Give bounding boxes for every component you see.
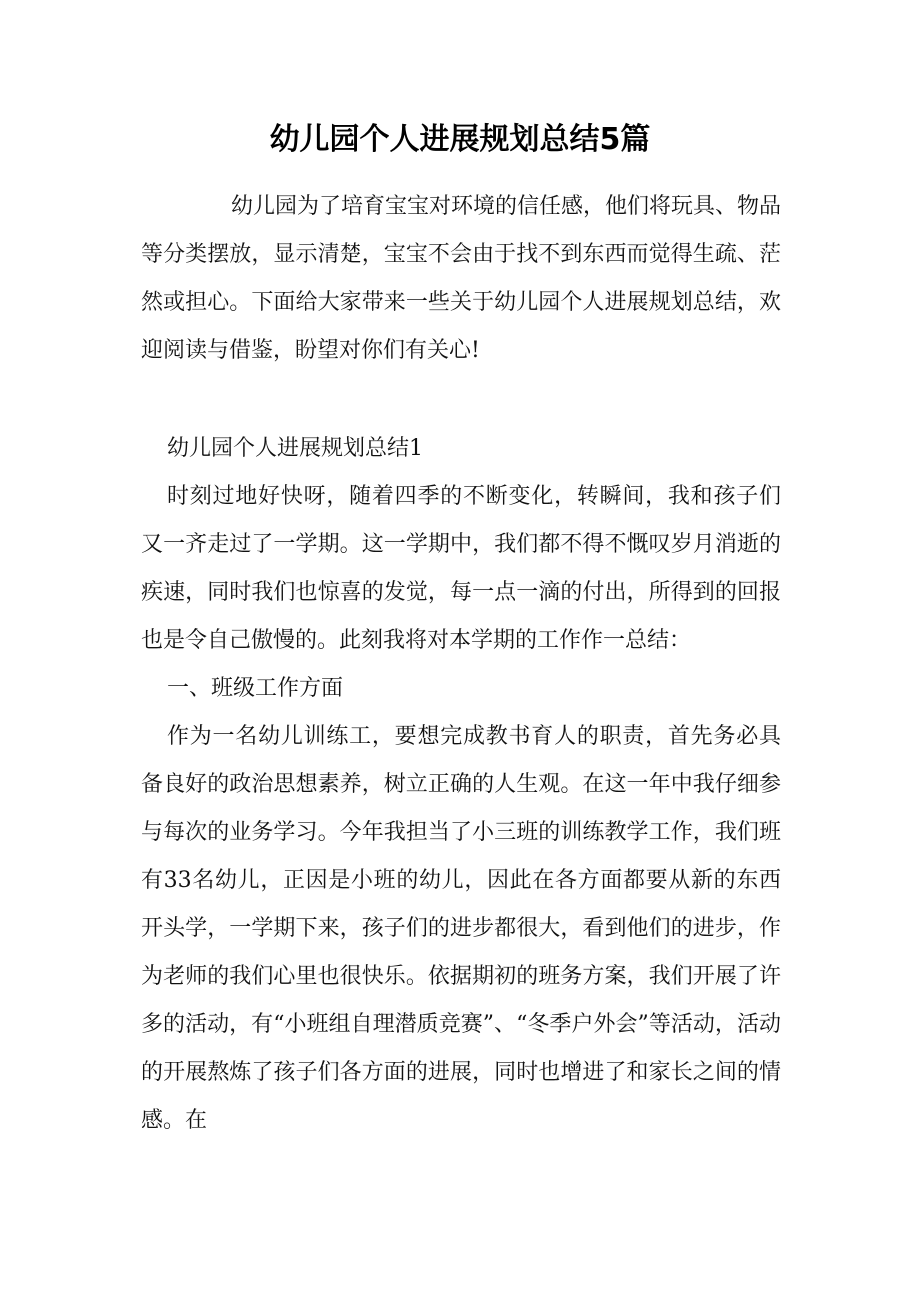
body-paragraph-2: 作为一名幼儿训练工，要想完成教书育人的职责，首先务必具备良好的政治思想素养，树立正确的人生观。在这一年中我仔细参与每次的业务学习。今年我担当了小三班的训练教学工作，我们班有33名幼儿，正因是小班的幼儿，因此在各方面都要从新的东西开头学，一学期下来，孩子们的进步都很大，看到他们的进步，作为老师的我们心里也很快乐。依据期初的班务方案，我们开展了许多的活动，有“小班组自理潜质竞赛”、“冬季户外会”等活动，活动的开展熬炼了孩子们各方面的进展，同时也增进了和家长之间的情感。在	[141, 724, 781, 1133]
document-title: 幼儿园个人进展规划总结5篇	[269, 122, 651, 157]
main-content	[141, 425, 781, 1145]
section-title: 幼儿园个人进展规划总结1	[167, 436, 423, 461]
body-paragraph-1: 时刻过地好快呀，随着四季的不断变化，转瞬间，我和孩子们又一齐走过了一学期。这一学期中，我们都不得不慨叹岁月消逝的疾速，同时我们也惊喜的发觉，每一点一滴的付出，所得到的回报也是令自己傲慢的。此刻我将对本学期的工作作一总结：	[141, 484, 781, 653]
intro-paragraph: 幼儿园为了培育宝宝对环境的信任感，他们将玩具、物品等分类摆放，显示清楚，宝宝不会由于找不到东西而觉得生疏、茫然或担心。下面给大家带来一些关于幼儿园个人进展规划总结，欢迎阅读与借鉴，盼望对你们有关心!	[141, 194, 782, 363]
subheading-class-work: 一、班级工作方面	[167, 676, 344, 701]
